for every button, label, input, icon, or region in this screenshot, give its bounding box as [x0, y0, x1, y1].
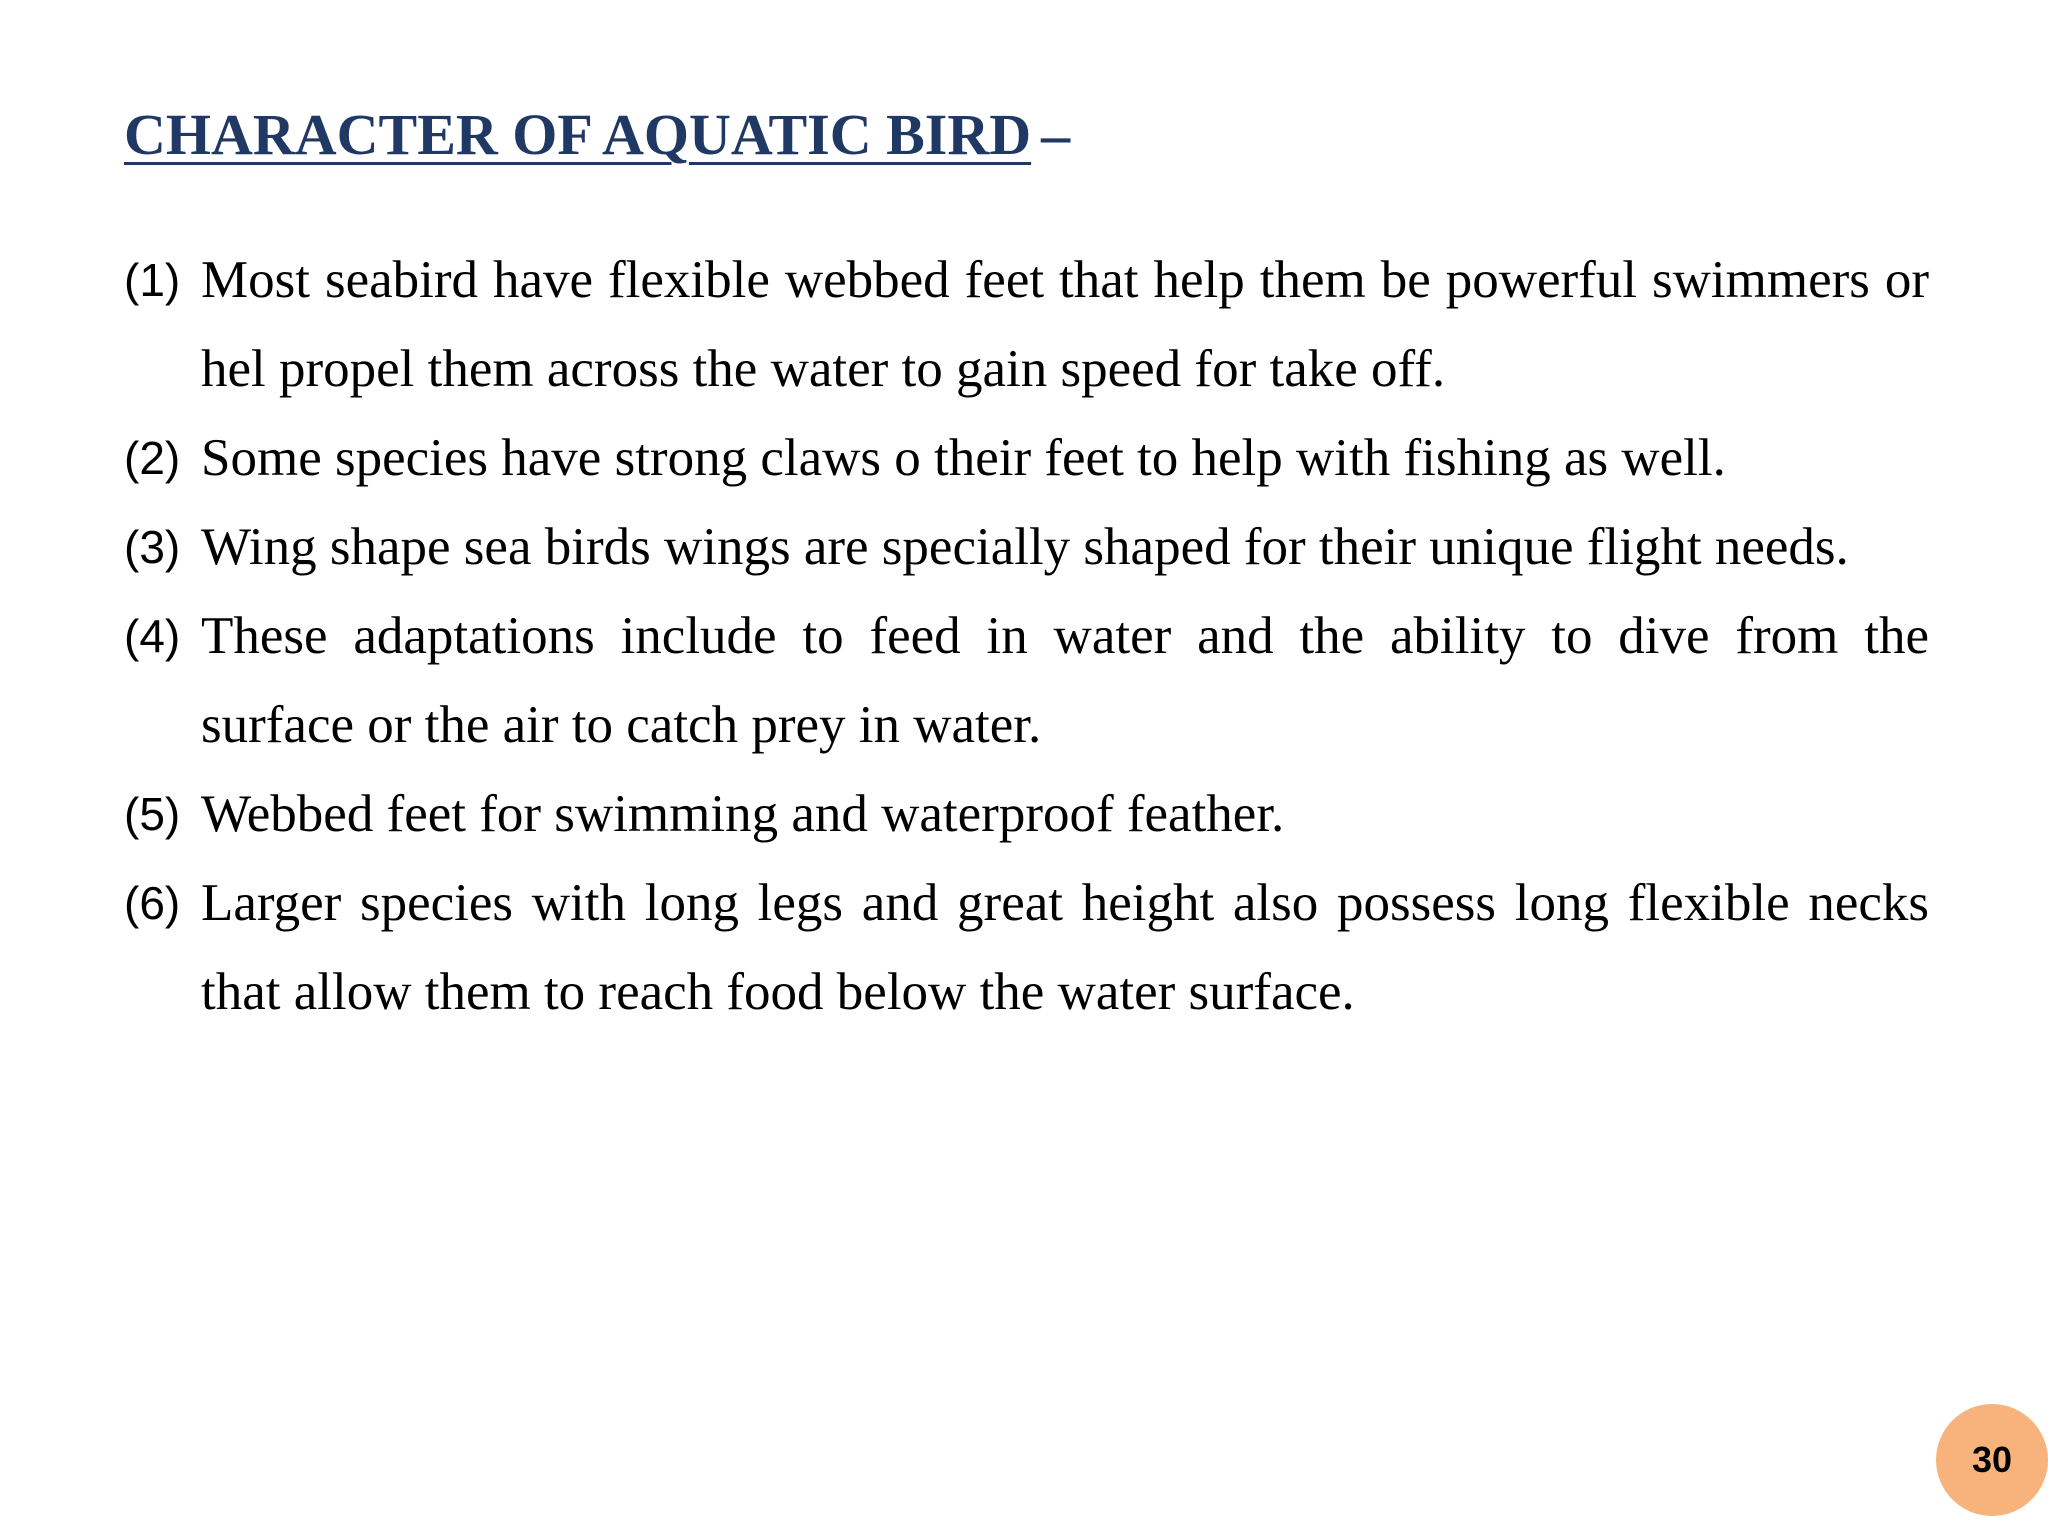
list-item-5 [124, 770, 1929, 859]
item-text: Larger species with long legs and great height also possess long flexible necks that allow them to reach food below the water surface. [201, 874, 1929, 1021]
item-number: (5) [124, 788, 181, 840]
item-text: Some species have strong claws o their feet to help with fishing as well. [201, 429, 1726, 487]
item-number: (3) [124, 521, 181, 573]
list-item-2 [124, 414, 1929, 503]
list-item-6 [124, 859, 1929, 1037]
item-number: (4) [124, 610, 181, 662]
page-number: 30 [1971, 1439, 2013, 1480]
list-item-3 [124, 503, 1929, 592]
slide-title [124, 100, 1070, 170]
item-number: (6) [124, 877, 181, 929]
item-text: These adaptations include to feed in water and the ability to dive from the surface or the air to catch prey in water. [201, 607, 1929, 754]
page-number-badge [1936, 1404, 2048, 1516]
list-item-4 [124, 592, 1929, 770]
item-text: Wing shape sea birds wings are specially shaped for their unique flight needs. [201, 518, 1849, 576]
item-number: (1) [124, 254, 181, 306]
slide-title-dash: – [1041, 102, 1071, 167]
slide-title-text: CHARACTER OF AQUATIC BIRD [124, 102, 1032, 167]
item-text: Webbed feet for swimming and waterproof feather. [201, 785, 1285, 843]
item-number: (2) [124, 432, 181, 484]
list-item-1 [124, 236, 1929, 414]
characteristics-list [124, 236, 1929, 1037]
item-text: Most seabird have flexible webbed feet that help them be powerful swimmers or hel propel them across the water to gain speed for take off. [201, 251, 1929, 398]
